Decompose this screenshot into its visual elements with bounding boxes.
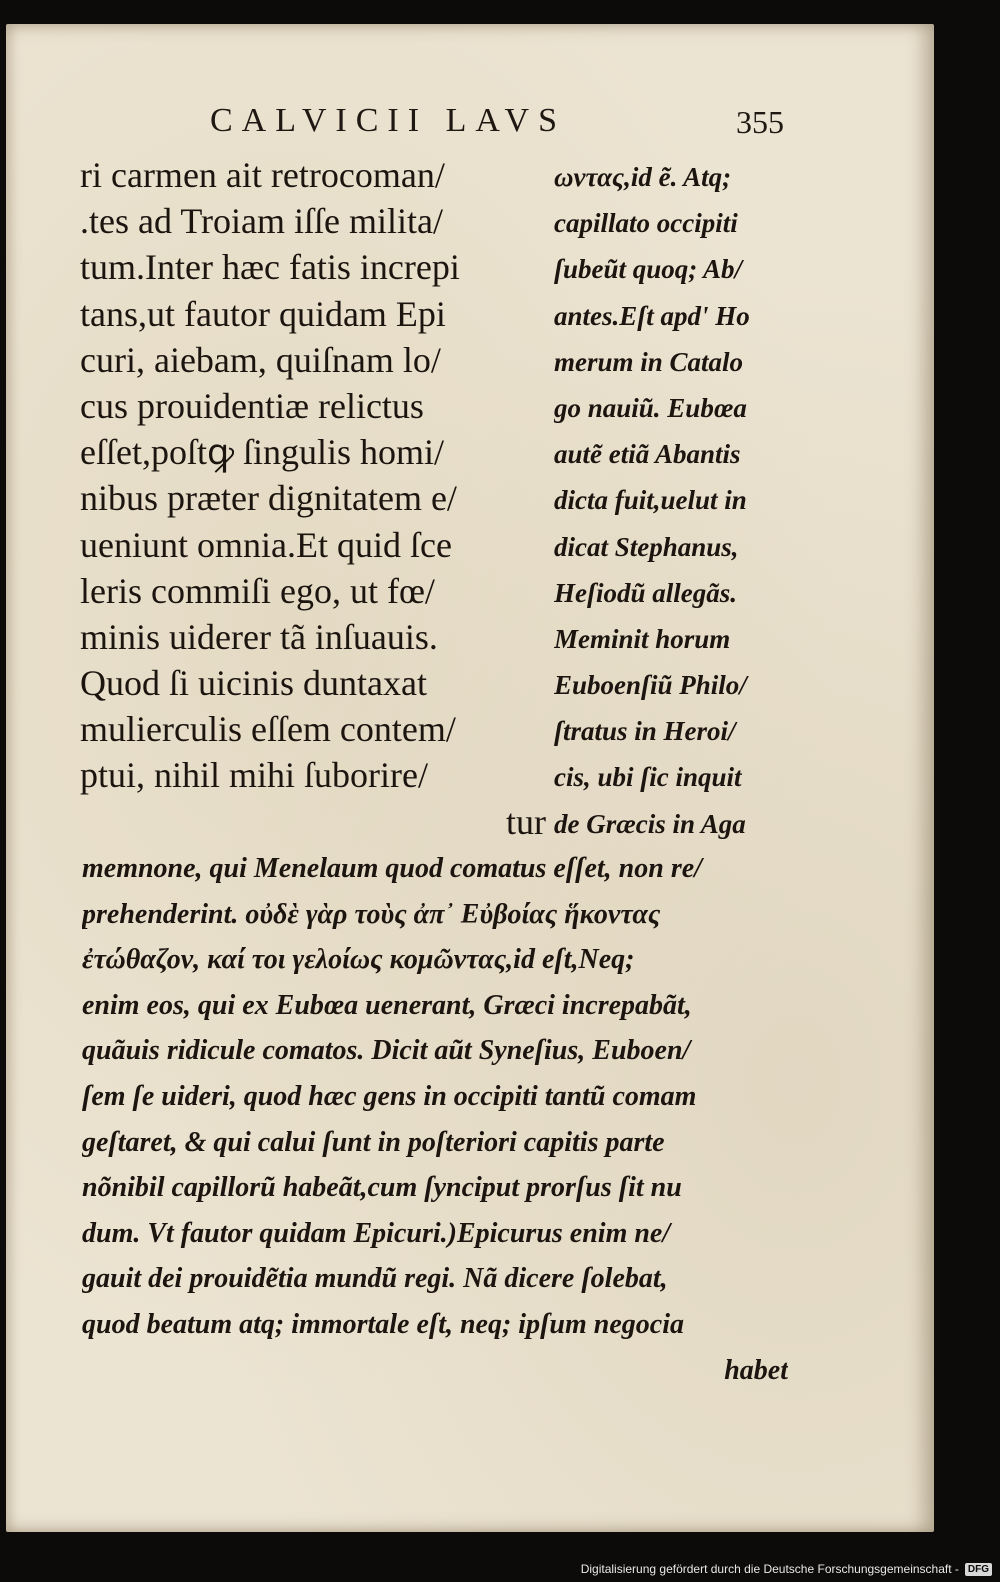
side-note-line: Meminit horum	[554, 623, 731, 654]
main-text-line: tans,ut fautor quidam Epi	[80, 293, 446, 334]
commentary-line: memnone, qui Menelaum quod comatus eſſet, non re/	[82, 853, 702, 884]
commentary-line: prehenderint. οὐδὲ γὰρ τοὺς ἀπ᾽ Εὐβοίας ἥκοντας	[82, 898, 661, 930]
book-page	[6, 24, 934, 1532]
side-note-line: Euboenſiũ Philo/	[554, 670, 747, 701]
page-number: 355	[736, 104, 784, 140]
main-text-line: nibus præter dignitatem e/	[80, 478, 457, 519]
main-text-line: minis uiderer tã inſuauis.	[80, 616, 438, 657]
side-note-line: dicat Stephanus,	[554, 531, 739, 562]
side-note-line: de Græcis in Aga	[554, 808, 746, 839]
commentary-line: ſem ſe uideri, quod hæc gens in occipiti tantũ comam	[82, 1080, 697, 1112]
running-title: CALVICII LAVS	[210, 102, 566, 139]
main-text-line: leris commiſi ego, ut fœ/	[80, 570, 435, 611]
commentary-line: ἐτώθαζον, καί τοι γελοίως κομῶντας,id eſt,Neq;	[82, 944, 635, 976]
main-text-line: cus prouidentiæ relictus	[80, 385, 424, 426]
main-text-column	[80, 152, 546, 845]
side-note-line: ſubeũt quoq; Ab/	[554, 254, 743, 285]
main-text-line: ptui, nihil mihi ſuborire/	[80, 755, 428, 796]
commentary-block	[82, 846, 788, 1393]
main-text-line: mulierculis eſſem contem/	[80, 709, 456, 750]
commentary-line: quãuis ridicule comatos. Dicit aũt Syneſius, Euboen/	[82, 1035, 691, 1067]
side-note-line: antes.Eſt apd' Ho	[554, 300, 750, 331]
digitization-credit	[581, 1558, 992, 1580]
commentary-line: enim eos, qui ex Eubœa uenerant, Græci increpabãt,	[82, 989, 692, 1021]
main-text-line: eſſet,poſtꝙ ſingulis homi/	[80, 432, 445, 473]
main-text-line: tum.Inter hæc fatis increpi	[80, 247, 460, 288]
commentary-line: dum. Vt fautor quidam Epicuri.)Epicurus enim ne/	[82, 1217, 671, 1249]
commentary-line: quod beatum atq; immortale eſt, neq; ipſum negocia	[82, 1308, 684, 1340]
page-header	[6, 102, 934, 142]
side-note-line: autẽ etiã Abantis	[554, 439, 741, 470]
main-text-line: ueniunt omnia.Et quid ſce	[80, 524, 452, 565]
side-note-line: cis, ubi ſic inquit	[554, 762, 742, 793]
commentary-line: nõnibil capillorũ habeãt,cum ſynciput prorſus ſit nu	[82, 1172, 682, 1204]
main-text-line: ri carmen ait retrocoman/	[80, 155, 445, 195]
commentary-line: geſtaret, & qui calui ſunt in poſteriori capitis parte	[82, 1126, 665, 1158]
main-text-line: curi, aiebam, quiſnam lo/	[80, 339, 441, 380]
commentary-line: habet	[724, 1354, 788, 1386]
commentary-line: gauit dei prouidẽtia mundũ regi. Nã dicere ſolebat,	[82, 1263, 668, 1295]
main-text-line: Quod ſi uicinis duntaxat	[80, 663, 427, 704]
side-note-line: merum in Catalo	[554, 346, 744, 377]
side-note-line: ωντας,id ẽ. Atq;	[554, 162, 732, 192]
side-note-column	[554, 154, 790, 847]
side-note-line: Heſiodũ allegãs.	[554, 577, 737, 608]
side-note-line: ſtratus in Heroi/	[554, 716, 736, 747]
main-text-line: .tes ad Troiam iſſe milita/	[80, 201, 443, 242]
side-note-line: go nauiũ. Eubœa	[554, 392, 747, 423]
credit-text: Digitalisierung gefördert durch die Deutsche Forschungsgemeinschaft -	[580, 1562, 959, 1576]
dfg-logo: DFG	[965, 1563, 992, 1576]
side-note-line: dicta fuit,uelut in	[554, 485, 747, 516]
side-note-line: capillato occipiti	[554, 208, 738, 239]
main-text-line: tur	[506, 801, 546, 842]
